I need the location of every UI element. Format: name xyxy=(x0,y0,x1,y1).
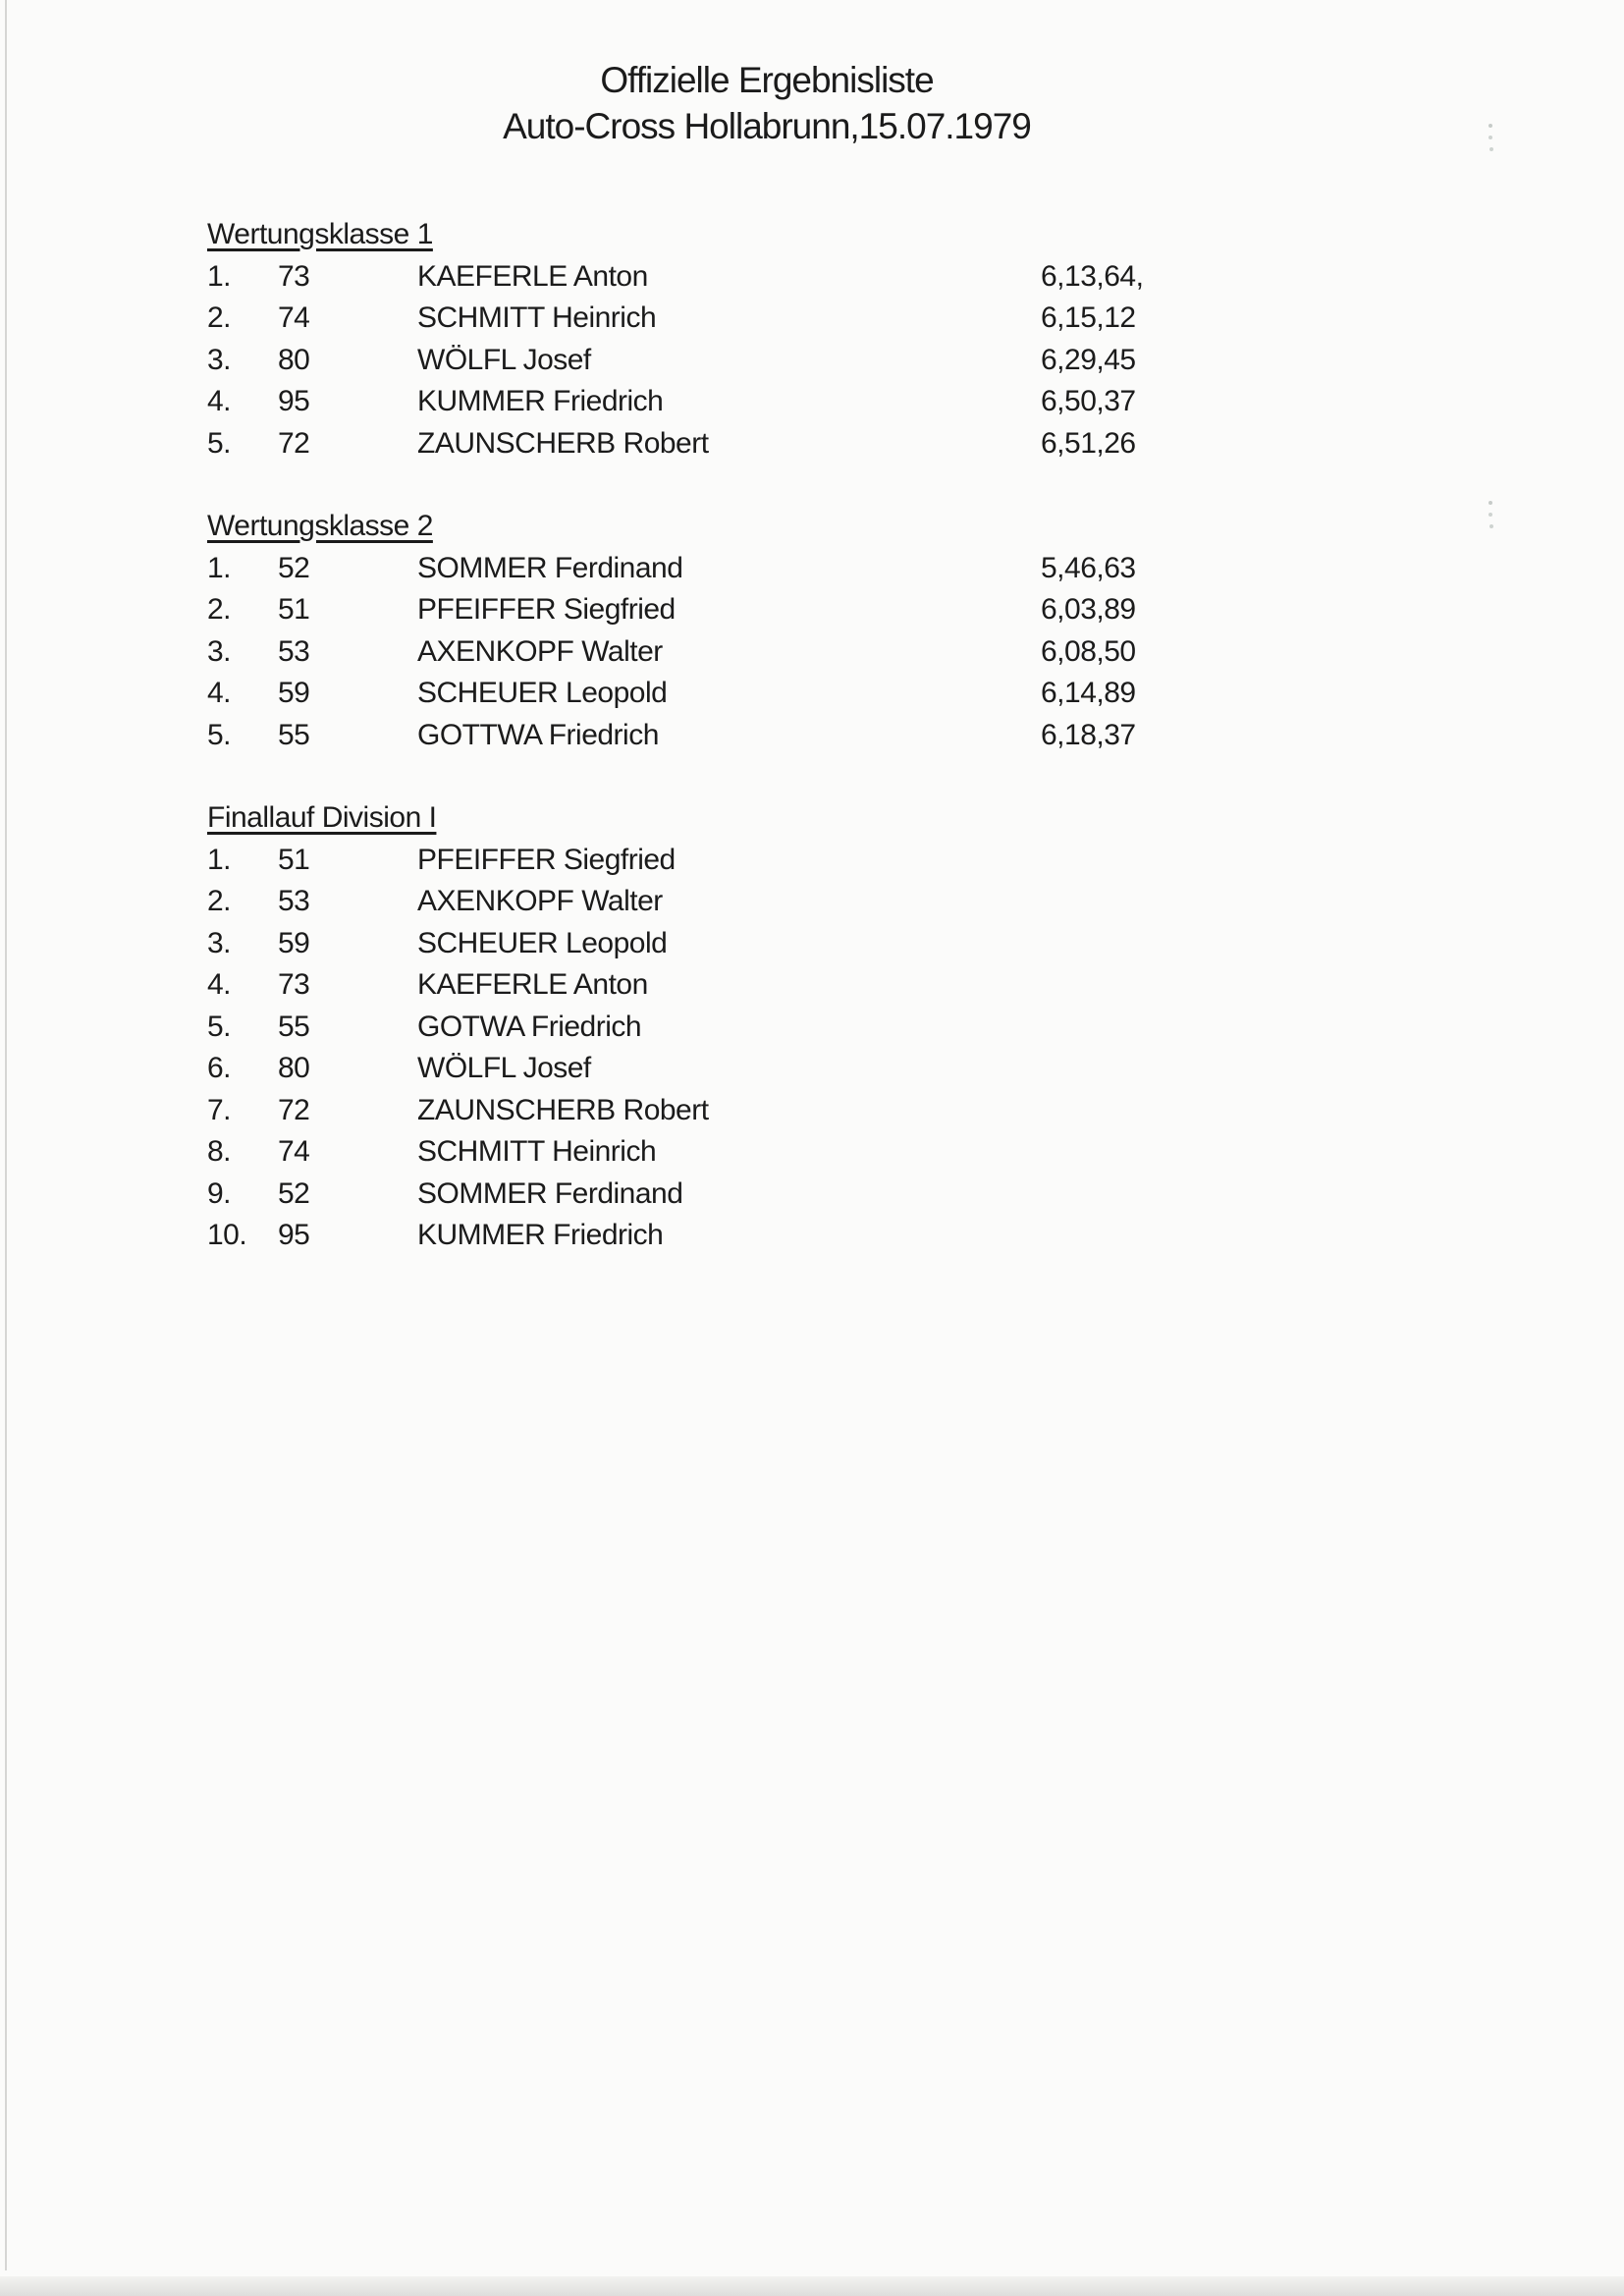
time-cell xyxy=(1041,1048,1624,1090)
driver-name-cell: KAEFERLE Anton xyxy=(417,968,648,1001)
position-cell: 3. xyxy=(207,634,232,668)
car-number-cell: 72 xyxy=(278,426,310,460)
results-section xyxy=(207,506,1624,756)
driver-name-cell: AXENKOPF Walter xyxy=(417,634,663,668)
position-cell: 8. xyxy=(207,1135,232,1168)
title-block xyxy=(207,57,1326,149)
car-number-cell: 53 xyxy=(278,634,310,668)
position-cell: 3. xyxy=(207,926,232,959)
position-cell: 1. xyxy=(207,843,232,876)
driver-name-cell: KUMMER Friedrich xyxy=(417,1219,664,1251)
position-cell: 9. xyxy=(207,1176,232,1210)
driver-name-cell: WÖLFL Josef xyxy=(417,1052,591,1084)
time-cell xyxy=(1041,1007,1624,1049)
driver-name-cell: PFEIFFER Siegfried xyxy=(417,843,676,876)
time-cell: 6,08,50 xyxy=(1041,634,1136,668)
car-number-cell: 59 xyxy=(278,926,310,959)
results-sections xyxy=(207,214,1624,1257)
car-number-cell: 73 xyxy=(278,968,310,1001)
page-title: Offizielle Ergebnisliste xyxy=(600,60,934,100)
position-cell: 3. xyxy=(207,343,232,376)
result-row xyxy=(207,1131,1624,1174)
result-row xyxy=(207,423,1624,465)
car-number-cell: 80 xyxy=(278,1052,310,1084)
scan-artifact-bottom-edge xyxy=(0,2276,1624,2296)
page-subtitle: Auto-Cross Hollabrunn,15.07.1979 xyxy=(503,106,1031,146)
time-cell xyxy=(1041,840,1624,882)
driver-name-cell: AXENKOPF Walter xyxy=(417,885,663,917)
time-cell xyxy=(1041,923,1624,965)
car-number-cell: 73 xyxy=(278,259,310,293)
time-cell xyxy=(1041,1131,1624,1174)
position-cell: 5. xyxy=(207,718,232,751)
position-cell: 1. xyxy=(207,551,232,584)
position-cell: 1. xyxy=(207,259,232,293)
position-cell: 5. xyxy=(207,426,232,460)
car-number-cell: 95 xyxy=(278,385,310,417)
position-cell: 10. xyxy=(207,1219,247,1251)
results-section xyxy=(207,797,1624,1257)
time-cell xyxy=(1041,1090,1624,1132)
result-row xyxy=(207,1090,1624,1132)
position-cell: 4. xyxy=(207,677,232,709)
driver-name-cell: PFEIFFER Siegfried xyxy=(417,593,676,626)
result-row xyxy=(207,256,1624,299)
driver-name-cell: SOMMER Ferdinand xyxy=(417,551,683,584)
result-row xyxy=(207,589,1624,631)
car-number-cell: 59 xyxy=(278,677,310,709)
driver-name-cell: SCHMITT Heinrich xyxy=(417,301,657,334)
time-cell: 6,51,26 xyxy=(1041,426,1136,460)
car-number-cell: 72 xyxy=(278,1093,310,1126)
time-cell xyxy=(1041,964,1624,1007)
position-cell: 2. xyxy=(207,885,232,917)
driver-name-cell: GOTWA Friedrich xyxy=(417,1010,642,1043)
driver-name-cell: SCHEUER Leopold xyxy=(417,926,668,959)
results-section xyxy=(207,214,1624,465)
section-heading: Wertungsklasse 1 xyxy=(207,218,433,250)
time-cell xyxy=(1041,1174,1624,1216)
position-cell: 4. xyxy=(207,385,232,417)
section-rows xyxy=(207,256,1624,465)
result-row xyxy=(207,631,1624,674)
driver-name-cell: SCHMITT Heinrich xyxy=(417,1135,657,1168)
car-number-cell: 55 xyxy=(278,1010,310,1043)
scan-artifact-left-edge xyxy=(5,0,7,2270)
time-cell: 6,13,64, xyxy=(1041,259,1144,293)
car-number-cell: 53 xyxy=(278,885,310,917)
time-cell: 6,29,45 xyxy=(1041,343,1136,376)
time-cell: 6,14,89 xyxy=(1041,677,1136,709)
time-cell xyxy=(1041,881,1624,923)
driver-name-cell: WÖLFL Josef xyxy=(417,343,591,376)
result-row xyxy=(207,340,1624,382)
car-number-cell: 74 xyxy=(278,301,310,334)
driver-name-cell: SCHEUER Leopold xyxy=(417,677,668,709)
result-row xyxy=(207,381,1624,423)
result-row xyxy=(207,964,1624,1007)
result-row xyxy=(207,1048,1624,1090)
car-number-cell: 51 xyxy=(278,843,310,876)
driver-name-cell: ZAUNSCHERB Robert xyxy=(417,1093,709,1126)
driver-name-cell: KAEFERLE Anton xyxy=(417,259,648,293)
time-cell: 6,15,12 xyxy=(1041,301,1136,334)
result-row xyxy=(207,715,1624,757)
time-cell: 6,50,37 xyxy=(1041,385,1136,417)
driver-name-cell: GOTTWA Friedrich xyxy=(417,718,659,751)
position-cell: 5. xyxy=(207,1010,232,1043)
section-rows xyxy=(207,840,1624,1257)
time-cell xyxy=(1041,1215,1624,1257)
result-row xyxy=(207,1215,1624,1257)
position-cell: 2. xyxy=(207,593,232,626)
position-cell: 6. xyxy=(207,1052,232,1084)
car-number-cell: 55 xyxy=(278,718,310,751)
result-row xyxy=(207,923,1624,965)
position-cell: 7. xyxy=(207,1093,232,1126)
result-row xyxy=(207,881,1624,923)
car-number-cell: 95 xyxy=(278,1219,310,1251)
time-cell: 5,46,63 xyxy=(1041,551,1136,584)
result-row xyxy=(207,1174,1624,1216)
section-heading: Wertungsklasse 2 xyxy=(207,510,433,542)
car-number-cell: 52 xyxy=(278,1176,310,1210)
time-cell: 6,03,89 xyxy=(1041,593,1136,626)
result-row xyxy=(207,1007,1624,1049)
result-row xyxy=(207,298,1624,340)
position-cell: 4. xyxy=(207,968,232,1001)
result-row xyxy=(207,548,1624,590)
result-row xyxy=(207,840,1624,882)
section-rows xyxy=(207,548,1624,757)
driver-name-cell: SOMMER Ferdinand xyxy=(417,1176,683,1210)
position-cell: 2. xyxy=(207,301,232,334)
result-row xyxy=(207,673,1624,715)
car-number-cell: 52 xyxy=(278,551,310,584)
time-cell: 6,18,37 xyxy=(1041,718,1136,751)
car-number-cell: 80 xyxy=(278,343,310,376)
section-heading: Finallauf Division I xyxy=(207,801,437,834)
car-number-cell: 74 xyxy=(278,1135,310,1168)
driver-name-cell: ZAUNSCHERB Robert xyxy=(417,426,709,460)
scan-artifact-speck xyxy=(1489,124,1492,128)
car-number-cell: 51 xyxy=(278,593,310,626)
driver-name-cell: KUMMER Friedrich xyxy=(417,385,664,417)
scan-artifact-speck xyxy=(1489,501,1492,505)
